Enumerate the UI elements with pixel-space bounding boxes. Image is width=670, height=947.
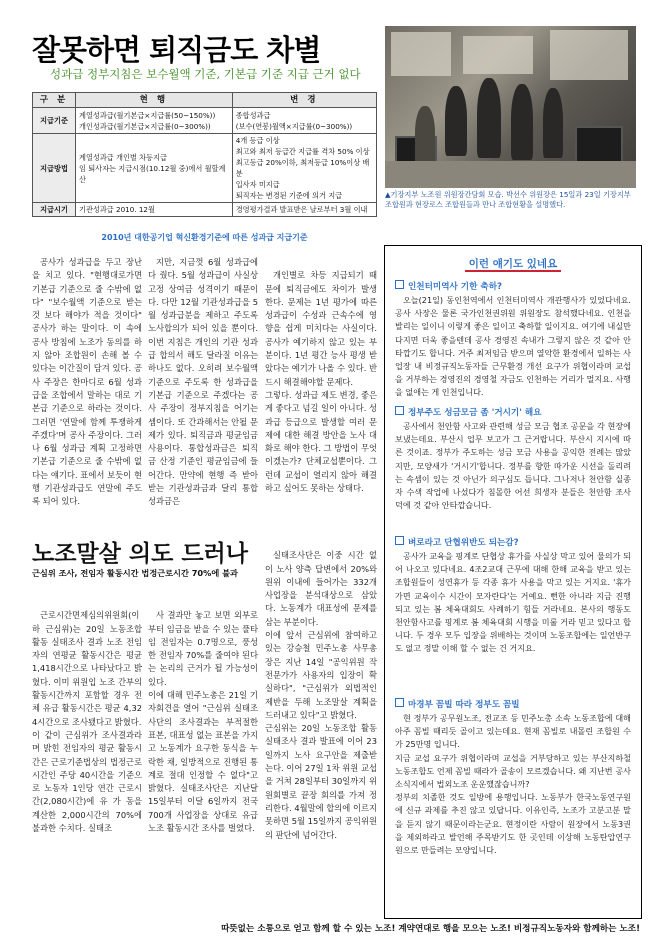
article-text: 지만, 지금껏 6월 성과급에 다 줬다. 5월 성과급이 사실상 고정 상여금 성격이기 때문이다. 다만 12월 기관성과급을 5월 성과급분을 제하고 주도록 노사합의가 되어 있을 뿐이다. 이번 지침은 개인의 기관 성과급 합의서 해도 달라질 이유는 하나도 없다. 오히려 보수월액 기준으로 주도록 한 성과급을 기본급 기준으로 주겠다는 공사 주장이 정부지침을 어기는 셈이다. 또 간과해서는 안될 문제가 있다. 퇴직금과 평균임금 사용이다. 통합성과금은 퇴직금 산정 기준인 평균임금에 들어간다. 만약에 현행 즉 받아 받는 기관성과금과 달리 통합성과금은 (148, 257, 258, 507)
table-cell: 계열성과급(월기본급×지급률(50~150%)) 개인성과급(월기본급×지급률(0~300%)) (76, 108, 233, 134)
table-header: 현 행 (76, 93, 233, 108)
article-text: 실태조사단은 이중 시간 없이 노사 양측 답변에서 20%와 원위 이내에 들어가는 332개 사업장을 분석대상으로 삼았다. 노동계가 대표성에 문제를 삼는 부분이다. 이에 앞서 근심위에 참여하고 있는 강승철 민주노총 사무총장은 지난 14일 "공익위원 작 전문가가 사용자의 입장이 확실하다", "근심위가 외법적인 제반을 두해 노조말살 계획을 드러내고 있다"고 밝혔다. 근심위는 20일 노동조합 활동 실태조사 결과 발표에 이어 23일까지 노사 요구안을 제출받는다. 이어 27일 1차 위원 교섭을 거쳐 28일부터 30일까지 위원회별로 끝장 회의를 가져 정리한다. 4월말에 합의에 이르지 못하면 5월 15일까지 공익위원의 판단에 넘어간다. (265, 550, 378, 840)
article-text: 사 결과만 놓고 보면 외부로부터 임금을 받을 수 있는 풀타임 전임자는 0.7명으로, 풍성한 전임자 70%를 줄여야 된다는 논리의 근거가 될 가능성이 있다. 이에 대해 민주노총은 21일 기자회견을 열어 "근심위 실태조사단의 조사결과는 부적절한 표본, 대표성 없는 표본을 가지고 노동계가 요구한 동식을 누락한 채, 일방적으로 진행된 통계로 절대 인정할 수 없다"고 밝혔다. 실태조사단은 지난달 15일부터 이달 6일까지 전국 700개 사업장을 상대로 유급 노조 활동시간 조사를 벌였다. (148, 610, 258, 834)
table-cell: 기관성과급 2010. 12월 (76, 203, 233, 217)
footer-slogan: 따뜻없는 소통으로 얻고 함께 할 수 있는 노조! 계약연대로 행을 모으는 노조! 비정규직노동자와 함께하는 노조! (221, 924, 640, 934)
article1-subheadline: 성과급 정부지침은 보수월액 기준, 기본급 기준 지급 근거 없다 (50, 67, 361, 81)
sidebar-section-body: 공사가 교육을 핑계로 단협상 휴가를 사실상 막고 있어 물의가 되어 나오고 있다네요. 4조2교대 근무에 대해 한해 교육을 받고 있는 조합원들이 성연휴가 등 각종 휴가 사용을 막고 있는 거지요. '휴가 가면 교육이수 시간이 모자란다'는 거예요. 뻔한 아니라 지금 진행되고 있는 봄 체육대회도 사례하기 힘들 거라네요. 본사의 행동도 천안함사고를 핑계로 봄 체육대회 시행을 미룰 거라 믿고 있다고 합니다. 두 경우 모두 입장을 위배하는 것이며 노동조합에는 일언반구도 없고 정말 이해 할 수 없는 건 거지요. (395, 551, 631, 654)
article2-subheadline: 근심위 조사, 전임자 활동시간 법정근로시간 70%에 불과 (32, 568, 238, 578)
table-cell: 경영평가결과 발표받은 날로부터 3월 이내 (232, 203, 376, 217)
article1-col2 (148, 256, 258, 509)
article-text: 개인별로 차등 지급되기 때문에 퇴직금에도 차이가 발생한다. 문제는 1년 평가에 따른 성과급이 수성과 근속수에 영향을 쉽게 미치다는 사실이다. 공사가 예기하지 않고 있는 부분이다. 1년 평간 능사 평생 받았다는 예기가 나올 수 있다. 반드시 해결해야할 문제다. 그렇다. 성과급 제도 변경, 좋은 게 좋다고 넘길 일이 아니다. 성과급 등급으로 발생할 여러 문제에 대한 해결 방안을 노사 대화로 해야 한다. 그 방법이 무엇이겠는가? 단체교섭뿐이다. 그런데 교섭이 열리지 않아 해결하고 싶어도 못하는 상태다. (265, 270, 378, 494)
article2-col3 (265, 536, 377, 855)
article2-col2 (148, 596, 258, 849)
photo-caption: ▲기장지부 노조원 위원장간담회 모습. 박선수 위원장은 15일과 23일 기장지부 조합원과 현장로스 조합원들과 만나 조합현황을 설명했다. (385, 190, 631, 209)
table-header: 구 분 (33, 93, 76, 108)
article-text: 근로시간면제심의위원회(이하 근심위)는 20일 노동조합 활동 실태조사 결과 노조 전임자의 연평균 활동시간은 평균 1,418시간으로 나타났다고 밝혔다. 이미 위원입 노조 간부의 활동시간까지 포함할 경우 전체 유급 활동시간은 평균 4,324시간으로 조사됐다고 밝혔다. 이 같이 근심위가 조사결과라며 밝힌 전임자의 평균 활동시간은 근로기준법상의 법정근로시간인 주당 40시간을 기준으로 노동자 1인당 연간 근로시간(2,080시간)에 유 가 동을 계산한 2,000시간의 70%에 불과한 수치다. 실태조 (32, 610, 142, 834)
article2-headline: 노조말살 의도 드러나 (32, 540, 248, 567)
sidebar-section-body: 오늘(21일) 동인천역에서 인천터미역사 개관행사가 있었다네요. 공사 사장은 물론 국가인천권위원 위원장도 참석했다네요. 인천을 발리는 일이니 이렇게 좋은 일이고 축하할 일이지요. 여기에 내실만 다지면 더욱 좋을텐데 공사 경영진 속내가 그렇지 않은 것 같아 안타깝기도 합니다. 거주 최저임금 받으며 열악한 환경에서 일하는 사업장 내 비정규직노동자들 근무환경 개선 요구가 위협이라며 교섭을 거부하는 경영진의 경영철 자금도 인천하는 거리가 멀지요. 사행을 없애는 게 인천입니다. (395, 295, 631, 398)
article1-col3 (265, 256, 377, 509)
table-header: 변 경 (232, 93, 376, 108)
sidebar-section-title: 벼로라고 단협위반도 되는감? (395, 536, 519, 548)
checkbox-icon (395, 698, 404, 707)
sidebar-section-title: 정부주도 성금모금 좀 '거시기' 해요 (395, 406, 541, 418)
meeting-photo (385, 26, 636, 188)
row-label: 지급시기 (33, 203, 76, 217)
sidebar-section-body: 공사에서 천안함 사고와 관련해 성금 모금 협조 공문을 각 현장에 보냈는데요. 부산시 업무 보고가 그 근거랍니다. 부산시 지시에 따른 것이죠. 정부가 주도하는 성금 모금 사용을 공익한 전례는 많았지만, 모양새가 '거시기'합니다. 정부를 향한 따가운 시선을 돌리려는 속셈이 있는 것 아닌가 의구심도 듭니다. 그나저나 천안함 실종자 수색 작업에 나섰다가 침몰한 어선 희생자 분들은 천안함 조사 덕에 것 같아 안타깝습니다. (395, 421, 631, 511)
comparison-table (32, 92, 377, 217)
sidebar-section-title: 인천터미역사 기한 축하? (395, 280, 502, 292)
checkbox-icon (395, 536, 404, 545)
article-text: 공사가 성과급을 두고 장난을 치고 있다. "현행대로가면 기본급 기준으로 줄 수밖에 없다" "보수월액 기준으로 받는 것 보다 해야가 적을 것이다" 공사가 하는 말이다. 이 속에 공사 방침에 노조가 동의를 하지 않아 조합원이 손해 볼 수 있다는 이간질이 담겨 있다. 공사 주장은 한마디로 6월 성과급을 조합에서 말하는 대로 기본급 기준으로 하라는 것이다. 그러면 '연말에 함께 투쟁하게 주겠다'며 공사 주장이다. 그러나 6월 성과급 계획 고정하면 기본급 기준으로 줄 수밖에 없다는 얘기다. 표에서 보듯이 현행 기관성과급도 연말에 주도록 되어 있다. (32, 257, 142, 507)
checkbox-icon (395, 406, 404, 415)
table-caption: 2010년 대한공기업 혁신환경기준에 따른 성과급 지급기준 (101, 233, 308, 242)
table-cell: 4개 등급 이상 최고와 최저 등급간 지급률 격차 50% 이상 최고등급 20%이하, 최저등급 10%이상 배분 입사자 미지급 퇴직자는 변경된 기준에 의거 지급 (232, 134, 376, 203)
table-header-row (33, 93, 377, 108)
table-cell: 종합성과급 (보수(연봉)월액×지급률(0~300%)) (232, 108, 376, 134)
row-label: 지급방법 (33, 134, 76, 203)
sidebar-section-body: 현 정부가 공무원노조, 전교조 등 민주노총 소속 노동조합에 대해 아주 꼼빌 때리듯 골이고 있는데요. 현재 꼼빌로 내몰린 조합원 수가 25만명 입니다. 지금 교섭 요구가 위협이라며 교섭을 거부당하고 있는 부산지하철노동조합도 언제 꼼빌 때라가 골송이 모르겠습니다. 왜 지난번 공사소식지에서 법외노조 운운했잖습니까? 정부의 치졸한 것도 일방에 용행입니다. 노동부가 한국노동연구원에 신규 과제를 추진 않고 있답니다. 이유인즉, 노조가 고분고분 말을 듣지 않기 때문이라는군요. 현정이란 사람이 원장에서 노동3권을 제외하라고 발언해 주목받기도 한 곳인데 이상해 노동탄압연구원으로 만들려는 모양입니다. (395, 713, 631, 856)
sidebar-section-title: 마경부 꼼빌 따라 정부도 꼼빌 (395, 698, 520, 710)
table-row (33, 203, 377, 217)
article1-col1 (32, 256, 142, 509)
sidebar-box (384, 245, 642, 919)
table-cell: 계열성과급 개인별 차등지급 임 퇴사자는 지급시점(10.12월 중)에서 월할계산 (76, 134, 233, 203)
checkbox-icon (395, 280, 404, 289)
article1-headline: 잘못하면 퇴직금도 차별 (32, 33, 321, 67)
sidebar-title: 이런 얘기도 있네요 (385, 256, 641, 271)
table-row (33, 134, 377, 203)
table-row (33, 108, 377, 134)
row-label: 지급기준 (33, 108, 76, 134)
article2-col1 (32, 596, 142, 849)
